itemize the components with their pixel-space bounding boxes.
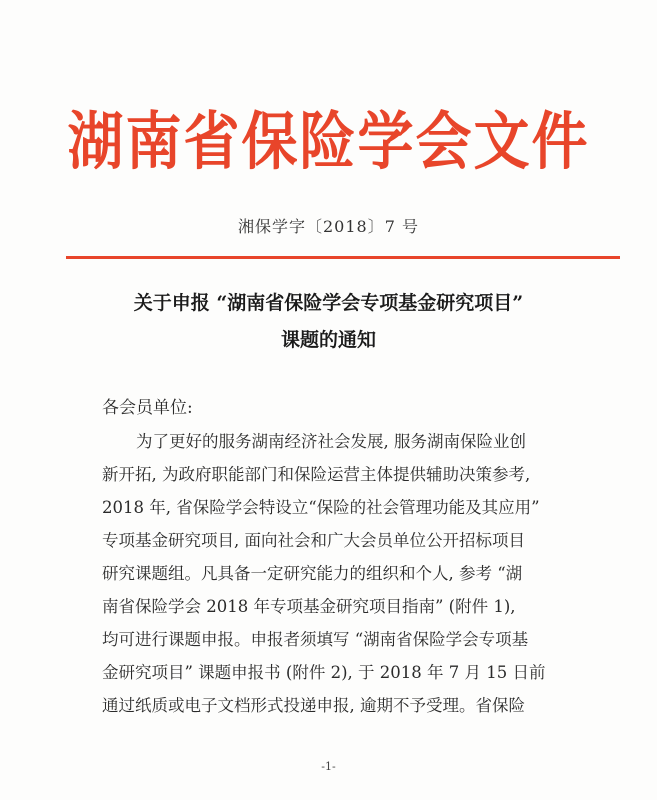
body-line: 为了更好的服务湖南经济社会发展, 服务湖南保险业创 (136, 432, 526, 451)
red-divider-line (66, 256, 620, 259)
masthead-title: 湖南省保险学会文件 (67, 106, 590, 179)
page-number: -1- (321, 760, 336, 773)
notice-title-line-2: 课题的通知 (280, 329, 376, 351)
body-line: 通过纸质或电子文档形式投递申报, 逾期不予受理。省保险 (102, 696, 525, 715)
body-line: 均可进行课题申报。申报者须填写 “湖南省保险学会专项基 (102, 630, 529, 649)
notice-title-line-1: 关于申报 “湖南省保险学会专项基金研究项目” (133, 292, 524, 314)
body-line: 金研究项目” 课题申报书 (附件 2), 于 2018 年 7 月 15 日前 (102, 663, 546, 682)
body-line: 专项基金研究项目, 面向社会和广大会员单位公开招标项目 (102, 531, 525, 550)
body-line: 2018 年, 省保险学会特设立“保险的社会管理功能及其应用” (102, 498, 540, 517)
body-paragraph (102, 425, 576, 722)
body-line: 研究课题组。凡具备一定研究能力的组织和个人, 参考 “湖 (102, 564, 523, 583)
body-line: 南省保险学会 2018 年专项基金研究项目指南” (附件 1), (102, 597, 516, 616)
body-line: 新开拓, 为政府职能部门和保险运营主体提供辅助决策参考, (102, 465, 531, 484)
document-number: 湘保学字〔2018〕7 号 (238, 217, 419, 236)
salutation: 各会员单位: (102, 398, 193, 418)
